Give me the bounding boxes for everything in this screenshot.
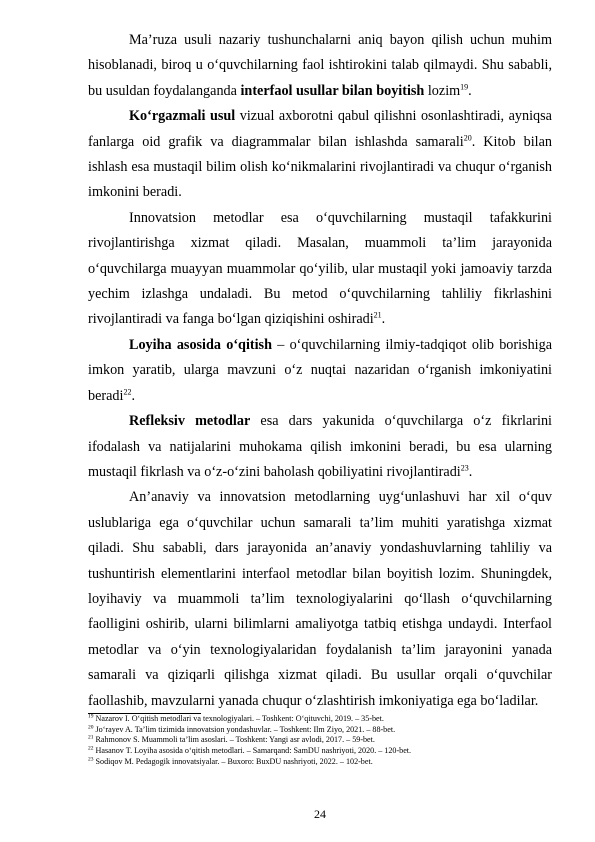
footnote-number: 23 xyxy=(88,756,94,763)
footnote-text: Sodiqov M. Pedagogik innovatsiyalar. – Buxoro: BuxDU nashriyoti, 2022. – 102-bet. xyxy=(93,756,373,766)
footnote-ref: 23 xyxy=(460,463,469,473)
bold-term: Refleksiv metodlar xyxy=(129,413,251,430)
text-run: Ma’ruza usuli nazariy tushunchalarni aniq bayon qilish uchun muhim hisoblanadi, biroq u o‘quvchilarning faol ishtirokini talab qilmaydi. Shu sababli, bu usuldan foydalanganda xyxy=(88,32,552,99)
footnote-ref: 21 xyxy=(373,310,382,320)
text-run: vizual axborotni qabul qilishni osonlashtiradi, ayniqsa fanlarga oid grafik va diagrammalar bilan ishlashda samarali xyxy=(88,108,552,150)
footnote xyxy=(88,735,558,746)
text-run: . xyxy=(131,387,135,404)
paragraph xyxy=(88,485,552,714)
text-run: Innovatsion metodlar esa o‘quvchilarning mustaqil tafakkurini rivojlantirishga xizmat qiladi. Masalan, muammoli ta’lim jarayonida o‘quvchilarga muayyan muammolar qo‘yilib, ular mustaqil yoki jamoaviy tarzda yechim izlashga undaladi. Bu metod o‘quvchilarning tahliliy fikrlashini rivojlantiradi va fanga bo‘lgan qiziqishini oshiradi xyxy=(88,209,552,328)
text-run: An’anaviy va innovatsion metodlarning uyg‘unlashuvi har xil o‘quv uslublariga ega o‘quvchilar uchun samarali ta’lim muhiti yaratishga xizmat qiladi. Shu sababli, dars jarayonida an’anaviy yondashuvlarning tahliliy va tushuntirish elementlarini interfaol metodlar bilan boyitish lozim. Shuningdek, loyihaviy va muammoli ta’lim texnologiyalarini qo‘llash o‘quvchilarning faolligini oshirib, ularni bilimlarni amaliyotga tatbiq etishga undaydi. Interfaol metodlar va o‘yin texnologiyalaridan foydalanish ta’lim jarayonini yanada samarali va qiziqarli qilishga xizmat qiladi. Bu usullar orqali o‘quvchilar faollashib, mavzularni yanada chuqur o‘zlashtirish imkoniyatiga ega bo‘ladilar. xyxy=(88,489,552,709)
footnote-text: Rahmonov S. Muammoli ta’lim asoslari. – Toshkent: Yangi asr avlodi, 2017. – 59-bet. xyxy=(93,735,375,745)
footnote xyxy=(88,725,558,736)
text-run: . xyxy=(468,463,473,480)
text-run: lozim xyxy=(424,82,461,99)
text-run: . Kitob bilan ishlash esa mustaqil bilim olish ko‘nikmalarini rivojlantiradi va chuqur o‘rganish imkonini beradi. xyxy=(88,133,552,201)
text-run: esa dars yakunida o‘quvchilarga o‘z fikrlarini ifodalash va natijalarini muhokama qilish imkonini beradi, bu esa ularning mustaqil fikrlash va o‘z-o‘zini baholash qobiliyatini rivojlantiradi xyxy=(88,413,552,480)
footnotes xyxy=(88,714,558,768)
bold-term: interfaol usullar bilan boyitish xyxy=(240,82,425,99)
text-run: – o‘quvchilarning ilmiy-tadqiqot olib borishiga imkon yaratib, ularga mavzuni o‘z nuqtai nazaridan o‘rganish imkoniyatini beradi xyxy=(88,336,552,404)
paragraph xyxy=(88,206,552,333)
footnote-ref: 22 xyxy=(123,386,132,396)
page-number: 24 xyxy=(314,807,326,821)
footnote-number: 22 xyxy=(88,745,94,752)
footnote-text: Nazarov I. O‘qitish metodlari va texnologiyalari. – Toshkent: O‘qituvchi, 2019. – 35-bet. xyxy=(93,714,384,723)
footnote-number: 21 xyxy=(88,734,94,741)
bold-term: Ko‘rgazmali usul xyxy=(129,108,236,125)
footnote-text: Hasanov T. Loyiha asosida o‘qitish metodlari. – Samarqand: SamDU nashriyoti, 2020. – 120-bet. xyxy=(93,746,412,756)
paragraph xyxy=(88,104,552,206)
footnote-number: 19 xyxy=(88,713,94,720)
footnote xyxy=(88,714,558,725)
page-body xyxy=(88,28,552,714)
footnote xyxy=(88,746,558,757)
footnote xyxy=(88,757,558,768)
paragraph xyxy=(88,28,552,104)
footnote-ref: 19 xyxy=(460,82,469,92)
footnote-number: 20 xyxy=(88,724,94,731)
footnote-ref: 20 xyxy=(463,132,472,142)
footnote-text: Jo‘rayev A. Ta’lim tizimida innovatsion yondashuvlar. – Toshkent: Ilm Ziyo, 2021. – 88-bet. xyxy=(93,724,396,734)
text-run: . xyxy=(468,82,472,99)
bold-term: Loyiha asosida o‘qitish xyxy=(129,336,272,353)
text-run: . xyxy=(381,311,386,328)
paragraph xyxy=(88,333,552,409)
paragraph xyxy=(88,409,552,485)
